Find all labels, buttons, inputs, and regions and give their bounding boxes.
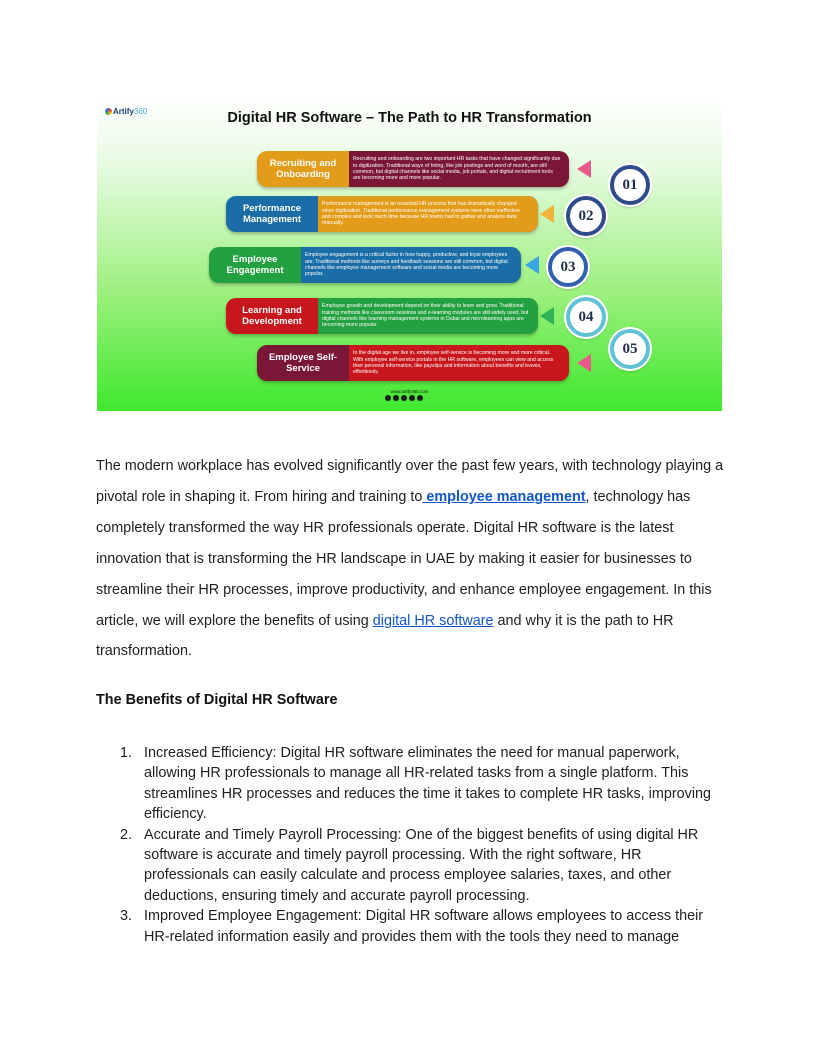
- step-pill: [226, 196, 538, 232]
- step-number-01: 01: [610, 165, 650, 205]
- digital-hr-software-link[interactable]: digital HR software: [372, 612, 494, 629]
- step-label: Recruiting and Onboarding: [269, 158, 337, 180]
- list-item: [96, 825, 726, 907]
- step-arrow-icon: [540, 205, 554, 223]
- list-item-text: Increased Efficiency: Digital HR software eliminates the need for manual paperwork, allowing HR professionals to manage all HR-related tasks from a single platform. This streamlines HR processes and reduces the time it takes to complete HR tasks, improving efficiency.: [144, 745, 712, 823]
- step-pill: [226, 298, 538, 334]
- step-label: Performance Management: [242, 203, 302, 225]
- step-description: Recruiting and onboarding are two important HR tasks that have changed significantly due to digitization. Traditional ways of hiring, like job postings and word of mouth, are still common, but digital channels like social media, job portals, and digital recruitment tools are becoming more and more popular.: [349, 151, 569, 187]
- intro-paragraph: [96, 451, 726, 667]
- step-number-02: 02: [566, 196, 606, 236]
- list-item-number: 1.: [120, 745, 133, 761]
- list-item: [96, 743, 726, 825]
- step-label: Employee Self-Service: [268, 352, 338, 374]
- step-number-05: 05: [610, 329, 650, 369]
- linkedin-icon: [409, 395, 415, 401]
- employee-management-link[interactable]: employee management: [422, 488, 586, 505]
- step-arrow-icon: [577, 160, 591, 178]
- intro-text: and why it is the path to HR transformation.: [96, 612, 674, 660]
- infographic-image: [97, 98, 722, 411]
- step-description: Employee engagement is a critical factor in how happy, productive, and loyal employees are. Traditional methods like surveys and feedback sessions are still common, but digital channels like employee management software and social media are becoming more popular.: [301, 247, 521, 283]
- youtube-icon: [417, 395, 423, 401]
- infographic-title: Digital HR Software – The Path to HR Transformation: [227, 110, 592, 126]
- step-arrow-icon: [540, 307, 554, 325]
- facebook-icon: [385, 395, 391, 401]
- step-number-03: 03: [548, 247, 588, 287]
- list-item-text: Accurate and Timely Payroll Processing: One of the biggest benefits of using digital HR software is accurate and timely payroll processing. With the right software, HR professionals can easily calculate and process employee salaries, taxes, and other deductions, ensuring timely and accurate payroll processing.: [144, 826, 699, 904]
- step-pill: [209, 247, 521, 283]
- step-label: Employee Engagement: [226, 254, 284, 276]
- logo-text: Artify: [113, 107, 134, 116]
- intro-text: , technology has completely transformed the way HR professionals operate. Digital HR software is the latest innovation that is transforming the HR landscape in UAE by making it easier for businesses to streamline their HR processes, improve productivity, and enhance employee engagement. In this article, we will explore the benefits of using: [96, 488, 712, 629]
- step-number-04: 04: [566, 297, 606, 337]
- intro-text: The modern workplace has evolved significantly over the past few years, with technology playing a pivotal role in shaping it. From hiring and training to: [96, 458, 724, 505]
- benefits-list: [96, 743, 726, 947]
- step-description: Employee growth and development depend on their ability to learn and grow. Traditional training methods like classroom sessions and e-learning modules are still widely used, but digital channels like learning management systems in Dubai and microlearning apps are becoming more popular.: [318, 298, 538, 334]
- instagram-icon: [393, 395, 399, 401]
- step-description: Performance management is an essential HR process that has dramatically changed since digitization. Traditional performance management systems were often ineffective and complex and took much time because HR teams had to gather and analyze data manually.: [318, 196, 538, 232]
- infographic-url: www.artify360.com: [390, 389, 429, 394]
- list-item-number: 2.: [120, 826, 133, 843]
- list-item-text: Improved Employee Engagement: Digital HR software allows employees to access their HR-related information easily and provides them with the tools they need to manage: [144, 908, 704, 945]
- step-arrow-icon: [525, 256, 539, 274]
- list-item-number: 3.: [120, 908, 133, 925]
- step-arrow-icon: [577, 354, 591, 372]
- social-icons: [385, 395, 423, 401]
- list-item: [96, 906, 726, 947]
- step-pill: [257, 151, 569, 187]
- logo-suffix: 360: [133, 107, 148, 116]
- twitter-icon: [401, 395, 407, 401]
- step-pill: [257, 345, 569, 381]
- step-label: Learning and Development: [242, 305, 302, 327]
- benefits-heading: The Benefits of Digital HR Software: [96, 692, 338, 708]
- step-description: In the digital age we live in, employee self-service is becoming more and more critical. With employee self-service portals in the HR software, employees can view and access their personal information, like payslips and information about benefits and leaves, effortlessly.: [349, 345, 569, 381]
